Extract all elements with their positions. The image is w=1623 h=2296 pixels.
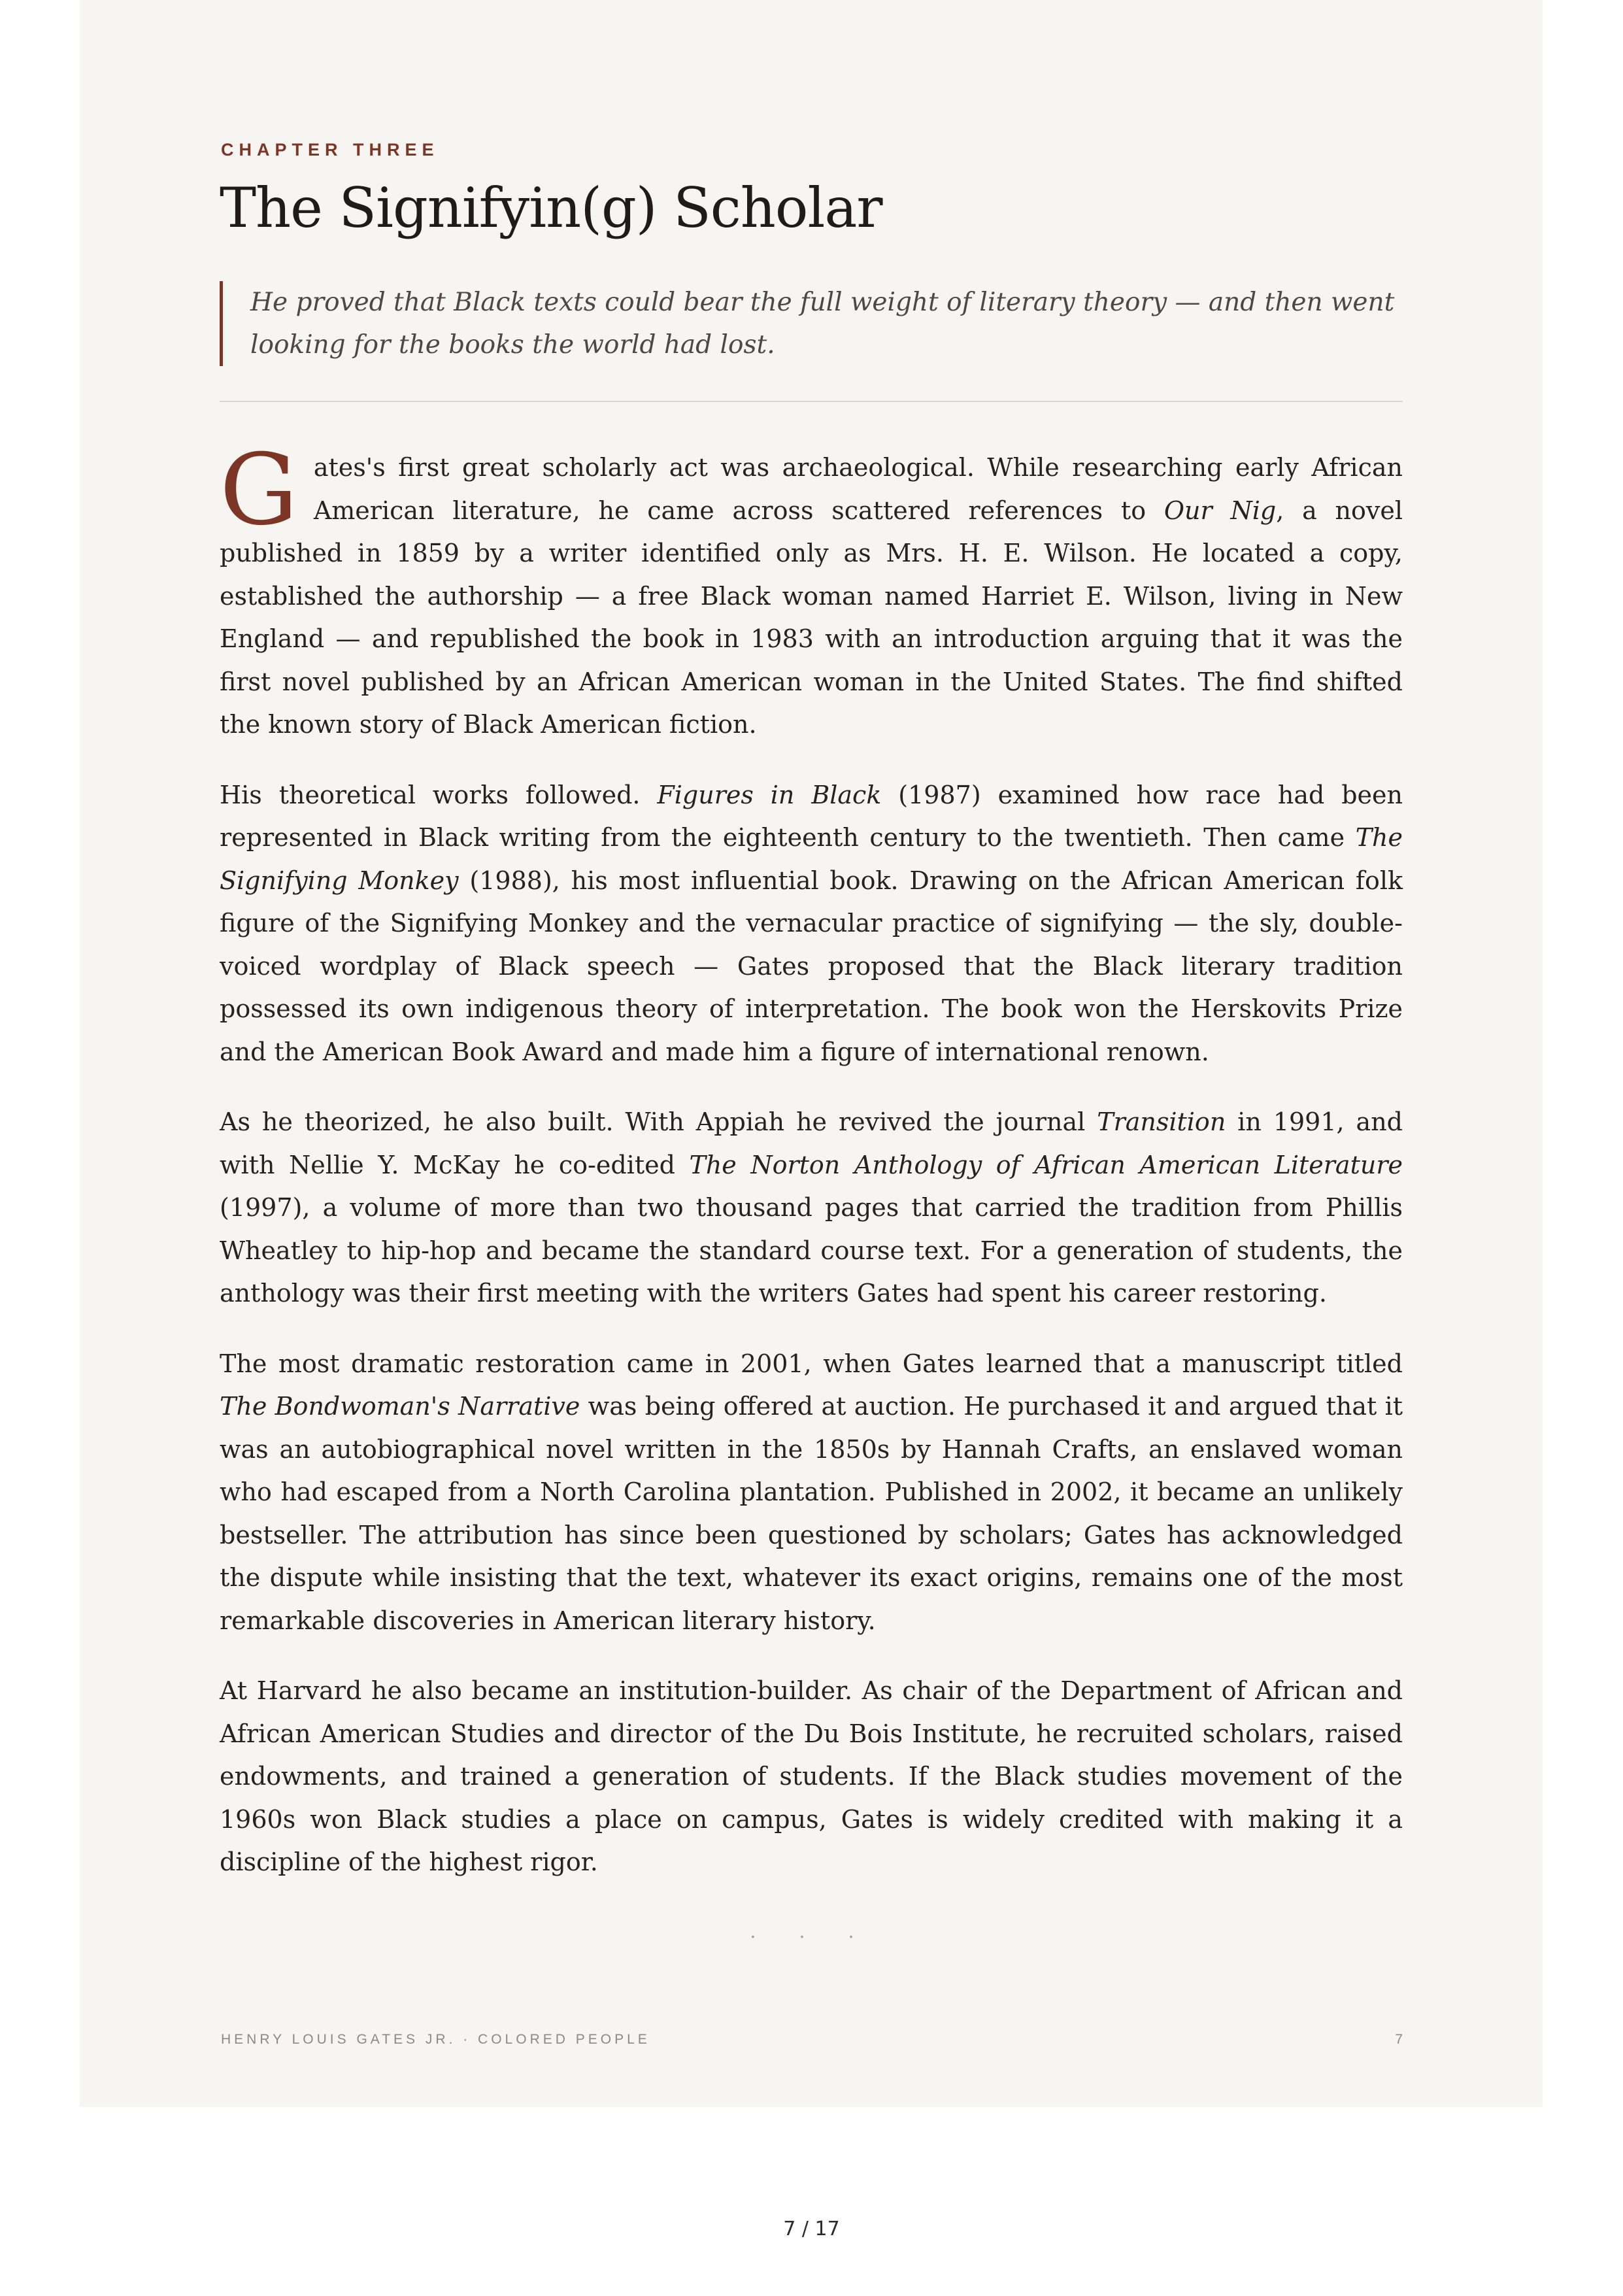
viewer-page-indicator: 7 / 17 [783, 2218, 840, 2240]
paragraph-text: (1987) examined how race had been represented in Black writing from the eighteenth century to the twentieth. Then came [220, 780, 1403, 852]
paragraph-1 [220, 433, 1403, 747]
paragraph-text: , a novel published in 1859 by a writer identified only as Mrs. H. E. Wilson. He located a copy, established the authorship — a free Black woman named Harriet E. Wilson, living in New England — and republished the book in 1983 with an introduction arguing that it was the first novel published by an African American woman in the United States. The find shifted the known story of Black American fiction. [220, 496, 1403, 739]
paragraph-2 [220, 774, 1403, 1074]
page-number: 7 [1395, 2032, 1403, 2047]
section-divider [220, 401, 1403, 402]
book-title: Figures in Black [657, 780, 882, 809]
epigraph: He proved that Black texts could bear the full weight of literary theory — and then went looking for the books the world had lost. [220, 281, 1403, 366]
book-title: The Norton Anthology of African American Literature [689, 1150, 1403, 1179]
book-title: Our Nig [1163, 496, 1277, 525]
drop-cap: G [220, 433, 298, 547]
chapter-body [220, 433, 1403, 1912]
paragraph-text: was being offered at auction. He purchased it and argued that it was an autobiographical novel written in the 1850s by Hannah Crafts, an enslaved woman who had escaped from a North Carolina plantation. Published in 2002, it became an unlikely bestseller. The attribution has since been questioned by scholars; Gates has acknowledged the dispute while insisting that the text, whatever its exact origins, remains one of the most remarkable discoveries in American literary history. [220, 1392, 1403, 1635]
paragraph-text: As he theorized, he also built. With Appiah he revived the journal [220, 1107, 1097, 1136]
paragraph-text: in 1991, and with Nellie Y. McKay he co-edited [220, 1107, 1403, 1179]
book-title: The Signifying Monkey [220, 823, 1403, 895]
section-ornament: · · · [750, 1926, 873, 1949]
running-head: HENRY LOUIS GATES JR. · COLORED PEOPLE [221, 2032, 650, 2047]
chapter-label: CHAPTER THREE [221, 140, 439, 160]
paragraph-4 [220, 1343, 1403, 1643]
paragraph-text: ates's first great scholarly act was archaeological. While researching early African American literature, he came across scattered references to [313, 453, 1403, 525]
paragraph-text: His theoretical works followed. [220, 780, 658, 809]
chapter-title: The Signifyin(g) Scholar [220, 176, 882, 240]
paragraph-3 [220, 1101, 1403, 1315]
document-page [80, 0, 1543, 2107]
paragraph-text: At Harvard he also became an institution-builder. As chair of the Department of African and African American Studies and director of the Du Bois Institute, he recruited scholars, raised endowments, and trained a generation of students. If the Black studies movement of the 1960s won Black studies a place on campus, Gates is widely credited with making it a discipline of the highest rigor. [220, 1676, 1403, 1876]
paragraph-text: (1988), his most influential book. Drawing on the African American folk figure of the Signifying Monkey and the vernacular practice of signifying — the sly, double-voiced wordplay of Black speech — Gates proposed that the Black literary tradition possessed its own indigenous theory of interpretation. The book won the Herskovits Prize and the American Book Award and made him a figure of international renown. [220, 866, 1403, 1066]
paragraph-text: (1997), a volume of more than two thousand pages that carried the tradition from Phillis Wheatley to hip-hop and became the standard course text. For a generation of students, the anthology was their first meeting with the writers Gates had spent his career restoring. [220, 1193, 1403, 1308]
journal-title: Transition [1097, 1107, 1226, 1136]
paragraph-text: The most dramatic restoration came in 2001, when Gates learned that a manuscript titled [220, 1349, 1403, 1378]
paragraph-5 [220, 1670, 1403, 1884]
book-title: The Bondwoman's Narrative [220, 1392, 580, 1421]
